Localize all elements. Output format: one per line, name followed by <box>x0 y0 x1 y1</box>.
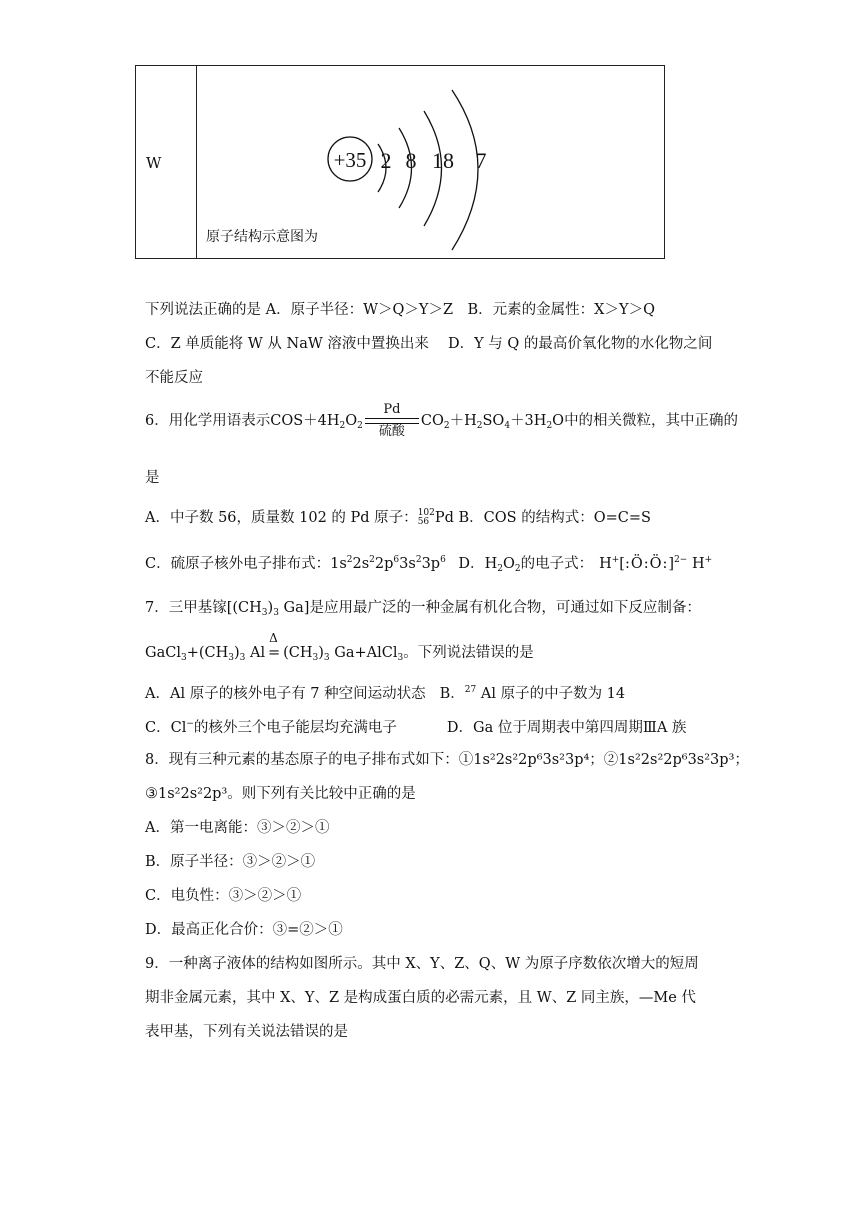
q8-optA: A．第一电离能：③＞②＞① <box>145 820 330 836</box>
q5-line3: 不能反应 <box>145 370 203 386</box>
q7-eq-reactants: $GaCl_3+(CH_3)_3$ Al <box>145 645 266 663</box>
q6-catalyst: Pd 硫酸 <box>365 402 419 440</box>
q6-eq-left: $COS+4H_2O_2$ <box>270 413 363 431</box>
q8-optB: B．原子半径：③＞②＞① <box>145 854 316 870</box>
q8-optC: C．电负性：③＞②＞① <box>145 888 302 904</box>
q6-optD-text: 的电子式： <box>520 556 594 572</box>
q8-optD: D．最高正化合价：③=②＞① <box>145 922 343 938</box>
q7-optD: D．Ga 位于周期表中第四周期ⅢA 族 <box>446 720 687 736</box>
q7-formula: $(CH_3)_3$ Ga <box>232 600 304 618</box>
diagram-caption: 原子结构示意图为 <box>206 229 318 245</box>
q6-optC: C．硫原子核外电子排布式： <box>145 556 331 572</box>
q6-optB: B．COS 的结构式：O=C=S <box>458 510 651 526</box>
shell-count-3: 18 <box>432 148 454 173</box>
q7-options-ab <box>145 685 625 703</box>
q7-stem-prefix: 7．三甲基镓[ <box>145 600 233 616</box>
q8-stem: 8．现有三种元素的基态原子的电子排布式如下：①1s²2s²2p⁶3s²3p⁴；②1s²2s²2p⁶3s²3p³； <box>145 752 749 768</box>
q9-line1: 9．一种离子液体的结构如图所示。其中 X、Y、Z、Q、W 为原子序数依次增大的短周 <box>145 956 699 972</box>
q6-stem-end: 是 <box>145 470 160 486</box>
nucleus-charge: +35 <box>333 148 367 172</box>
q6-optC-config: $1s^22s^22p^63s^23p^6$ <box>330 555 446 572</box>
table-divider <box>196 66 197 258</box>
q6-optA: A．中子数 56，质量数 102 的 Pd 原子： <box>145 510 418 526</box>
shell-count-2: 8 <box>405 148 417 173</box>
shell-count-1: 2 <box>380 148 392 173</box>
q9-line2: 期非金属元素，其中 X、Y、Z 是构成蛋白质的必需元素，且 W、Z 同主族，—Me 代 <box>145 990 696 1006</box>
q6-stem-prefix: 6．用化学用语表示 <box>145 413 271 429</box>
q6-eq-right: $CO_2+H_2SO_4+3H_2O$ <box>420 413 565 431</box>
q7-equation <box>145 631 534 664</box>
q7-options-cd: C．Cl−的核外三个电子能层均充满电子 D．Ga 位于周期表中第四周期ⅢA 族 <box>145 719 687 736</box>
q6-stem-suffix: 中的相关微粒，其中正确的 <box>564 413 739 429</box>
q7-eq-products: $(CH_3)_3$ Ga+AlCl$_3$ <box>283 645 404 663</box>
q8-stem2: ③1s²2s²2p³。则下列有关比较中正确的是 <box>145 786 416 802</box>
atom-structure-diagram <box>324 76 524 254</box>
q6-stem <box>145 402 738 440</box>
q6-options-ab: A．中子数 56，质量数 102 的 Pd 原子：102 56 Pd B．COS 的结构式：O=C=S <box>145 508 651 527</box>
q5-line2: C．Z 单质能将 W 从 NaW 溶液中置换出来 D．Y 与 Q 的最高价氧化物的水化物之间 <box>145 336 713 352</box>
q6-optD-formula: $H_2O_2$ <box>484 556 521 574</box>
q7-optB: Al 原子的中子数为 14 <box>480 686 626 702</box>
q7-optB-mass: 27 <box>464 685 477 695</box>
q9-line3: 表甲基，下列有关说法错误的是 <box>145 1024 348 1040</box>
q7-eq-arrow: Δ = <box>268 631 281 661</box>
q7-optB-prefix: B． <box>439 686 465 702</box>
q7-eq-end: 。下列说法错误的是 <box>403 645 534 661</box>
q6-options-cd <box>145 555 712 575</box>
q7-stem <box>145 600 701 619</box>
q6-optA-nuclide: 102 56 <box>417 508 435 527</box>
shell-count-4: 7 <box>475 148 487 173</box>
q5-line1: 下列说法正确的是 A．原子半径：W＞Q＞Y＞Z B．元素的金属性：X＞Y＞Q <box>145 302 655 318</box>
q7-optA: A．Al 原子的核外电子有 7 种空间运动状态 <box>145 686 426 702</box>
row-label: W <box>146 154 162 172</box>
element-table <box>135 65 665 259</box>
q6-optD: D． <box>458 556 485 572</box>
q6-optD-electron-formula: H+[:Ö:Ö:]$^{2-}$ H+ <box>599 555 713 572</box>
q7-optC: 的核外三个电子能层均充满电子 <box>193 720 397 736</box>
q7-stem-end: ]是应用最广泛的一种金属有机化合物，可通过如下反应制备： <box>303 600 701 616</box>
shell-arc-4 <box>452 90 478 250</box>
